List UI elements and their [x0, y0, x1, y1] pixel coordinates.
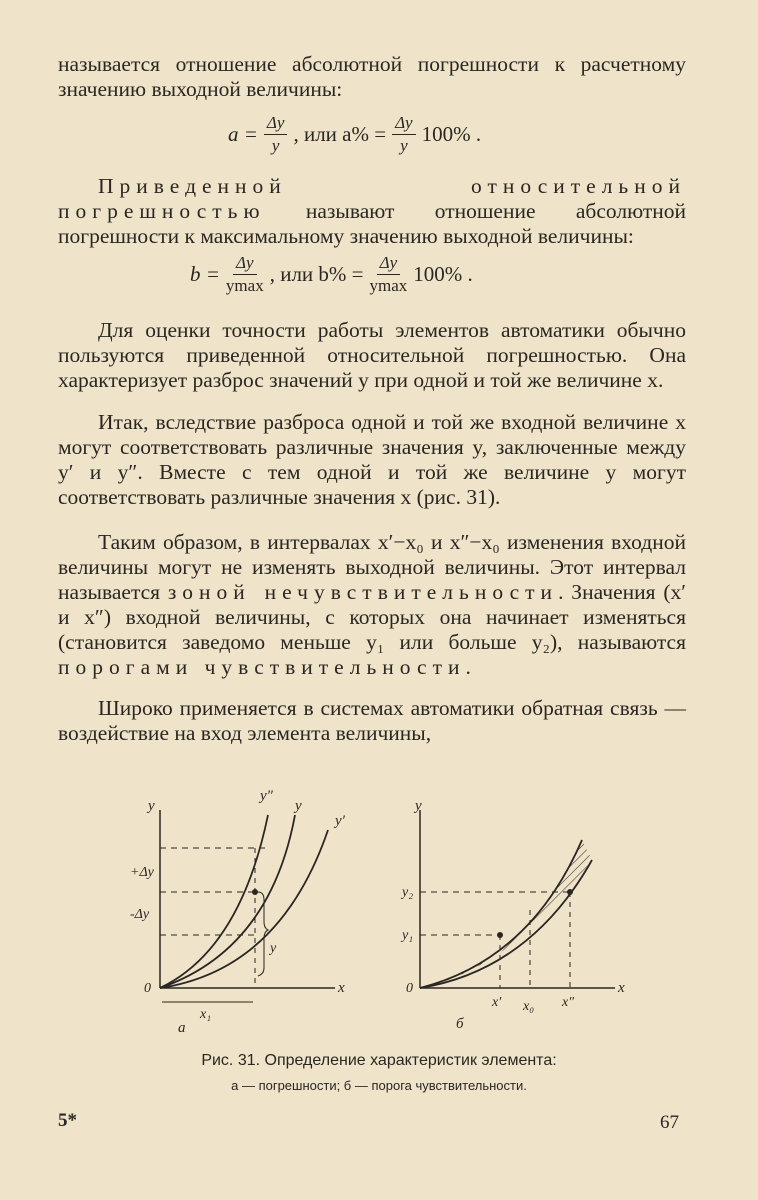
formula-relative-error: a = $\frac{\Delta y}{y}$ , или a% = $\frac{\Delta y}{y}$ 100% . — [228, 113, 482, 155]
label-minus-dy: -Δy — [130, 907, 150, 922]
formula-reduced-error: b = $\frac{\Delta y}{ymax}$ , или b% = $\frac{\Delta y}{ymax}$ 100% . — [190, 253, 473, 295]
curve-y-prime — [160, 830, 328, 988]
paragraph-6: Широко применяется в системах автоматики обратная связь — воздействие на вход элемента величины, — [58, 696, 686, 745]
label-x-axis: x — [338, 980, 345, 996]
label-y-axis: y — [148, 798, 155, 814]
curve-upper — [420, 840, 582, 988]
paragraph-4: Итак, вследствие разброса одной и той же входной величине x могут соответствовать различные значения y, заключенные между y′ и y″. Вместе с тем одной и той же величине y могут соответствовать различные значения x (рис. 31). — [58, 410, 686, 509]
hatched-zone — [420, 840, 592, 988]
fraction: $\frac{\Delta y}{ymax}$ — [225, 253, 264, 295]
label-x1: x₁ — [200, 1007, 212, 1022]
fraction: $\frac{\Delta y}{y}$ — [392, 112, 416, 157]
paragraph-3: Для оценки точности работы элементов автоматики обычно пользуются приведенной относительной погрешностью. Она характеризует разброс значений y при одной и той же величине x. — [58, 318, 686, 392]
label-y: y — [295, 798, 302, 814]
point — [497, 932, 503, 938]
label-x-prime: x′ — [492, 995, 502, 1010]
point — [252, 889, 258, 895]
label-y1: y₁ — [402, 928, 414, 943]
panel-b — [400, 798, 625, 1032]
label-y-prime: y′ — [335, 813, 345, 829]
figure-31 — [130, 780, 650, 1040]
paragraph-1: называется отношение абсолютной погрешности к расчетному значению выходной величины: — [58, 52, 686, 101]
paragraph-2: Приведенной относительной погрешностью называют отношение абсолютной погрешности к максимальному значению выходной величины: — [58, 174, 686, 248]
label-zero: 0 — [406, 981, 413, 996]
signature-mark: 5* — [58, 1110, 77, 1131]
label-plus-dy: +Δy — [130, 865, 154, 880]
label-panel-a: a — [178, 1020, 186, 1036]
paragraph-5: Таким образом, в интервалах x′−x₀ и x″−x₀ изменения входной величины могут не изменять выходной величины. Этот интервал называется зоной нечувствительности. Значения (x′ и x″) входной величины, с которых она начинает изменяться (становится заведомо меньше y₁ или больше y₂), называются порогами чувствительности. — [58, 530, 686, 679]
label-y-axis: y — [415, 798, 422, 814]
label-x0: x₀ — [523, 999, 535, 1014]
point — [567, 889, 573, 895]
label-x-double-prime: x″ — [562, 995, 575, 1010]
page-number: 67 — [660, 1112, 679, 1133]
figure-caption-legend: а — погрешности; б — порога чувствительности. — [231, 1078, 527, 1093]
panel-a — [130, 788, 346, 1036]
curve-y — [160, 815, 295, 988]
label-x-axis: x — [618, 980, 625, 996]
label-y-double-prime: y″ — [260, 788, 273, 804]
fraction: $\frac{\Delta y}{y}$ — [264, 112, 288, 157]
label-panel-b: б — [456, 1016, 464, 1032]
figure-caption: Рис. 31. Определение характеристик элемента: — [201, 1052, 557, 1069]
label-brace-y: y — [270, 941, 277, 956]
curve-y-double-prime — [160, 815, 268, 988]
fraction: $\frac{\Delta y}{ymax}$ — [369, 253, 408, 295]
label-y2: y₂ — [402, 885, 414, 900]
label-zero: 0 — [144, 981, 151, 996]
